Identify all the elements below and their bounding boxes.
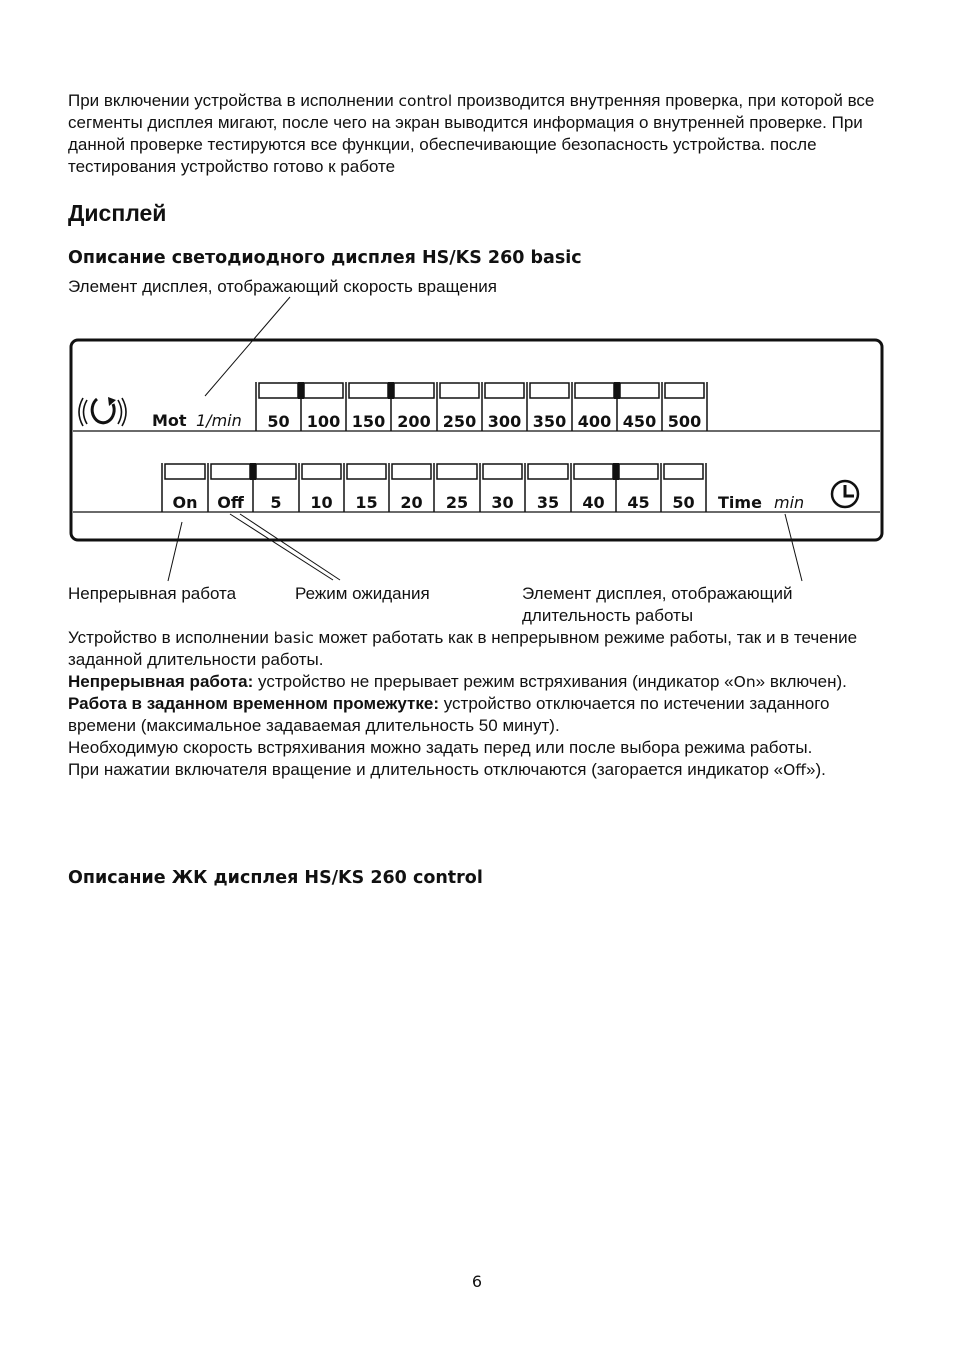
standby-pointer-line-1 <box>230 514 333 580</box>
speed-led-segment <box>575 383 614 398</box>
time-led-separator <box>250 463 256 480</box>
speed-led-separator <box>298 382 304 399</box>
speed-value-label: 50 <box>267 412 290 431</box>
continuous-text-1: устройство не прерывает режим встряхивания (индикатор « <box>253 672 734 691</box>
speed-value-label: 250 <box>442 412 477 431</box>
mot-unit: 1/min <box>196 411 242 430</box>
caption-duration-line1: Элемент дисплея, отображающий <box>522 584 793 603</box>
rotation-icon <box>79 397 126 426</box>
continuous-text-2: » включен). <box>755 672 847 691</box>
time-value-label: 30 <box>491 493 514 512</box>
intro-code: control <box>398 92 453 110</box>
speed-led-separator <box>614 382 620 399</box>
basic-text-2: может работать как в непрерывном режиме работы, так и в течение заданной длительности работы. <box>68 628 858 669</box>
heading-led-display: Описание светодиодного дисплея HS/KS 260 basic <box>68 248 582 268</box>
intro-text-2: производится внутренняя проверка, при которой все сегменты дисплея мигают, после чего на экран выводится информация о внутренней проверке. При данной проверке тестируются все функции, обеспечивающие безопасность устройства. после тестирования устройство готово к работе <box>68 91 875 176</box>
rotation-wave-right-2 <box>122 398 126 426</box>
time-value-label: Off <box>217 493 244 512</box>
time-label: Time <box>718 493 762 512</box>
standby-pointer-line-2 <box>240 514 340 580</box>
speed-value-label: 150 <box>351 412 386 431</box>
time-value-label: 45 <box>627 493 650 512</box>
caption-duration-line2: длительность работы <box>522 606 694 625</box>
caption-standby: Режим ожидания <box>295 584 430 603</box>
speed-value-label: 400 <box>577 412 612 431</box>
speed-led-segment <box>530 383 569 398</box>
caption-duration <box>522 583 793 627</box>
time-value-label: 35 <box>536 493 560 512</box>
speed-value-label: 300 <box>487 412 522 431</box>
clock-icon <box>832 481 858 507</box>
continuous-pointer-line <box>168 522 182 581</box>
speed-led-segment <box>485 383 524 398</box>
time-led-segment <box>211 464 250 479</box>
rotation-wave-right-1 <box>118 400 122 424</box>
time-led-segment <box>302 464 341 479</box>
time-row <box>162 463 706 512</box>
continuous-bold: Непрерывная работа: <box>68 672 254 691</box>
speed-row <box>256 382 707 431</box>
off-text-2: »). <box>805 760 826 779</box>
speed-led-segment <box>304 383 343 398</box>
time-led-segment <box>437 464 477 479</box>
speed-value-label: 350 <box>532 412 567 431</box>
basic-text-1: Устройство в исполнении <box>68 628 274 647</box>
caption-speed-element: Элемент дисплея, отображающий скорость вращения <box>68 277 497 296</box>
rotation-wave-left-1 <box>84 400 88 424</box>
speed-value-label: 500 <box>667 412 702 431</box>
duration-pointer-line <box>785 514 802 581</box>
time-value-label: 5 <box>270 493 282 512</box>
time-led-segment <box>347 464 386 479</box>
time-value-label: 15 <box>355 493 378 512</box>
speed-value-label: 100 <box>306 412 341 431</box>
time-value-label: 25 <box>445 493 469 512</box>
rotation-wave-left-2 <box>79 398 83 426</box>
speed-led-segment <box>394 383 434 398</box>
intro-paragraph <box>68 90 888 178</box>
timed-bold: Работа в заданном временном промежутке: <box>68 694 440 713</box>
off-paragraph <box>68 759 888 781</box>
timed-text: устройство отключается по истечении заданного времени (максимальное задаваемая длительность 50 минут). <box>68 694 830 735</box>
heading-lcd-display: Описание ЖК дисплея HS/KS 260 control <box>68 868 483 888</box>
page-number: 6 <box>471 1272 483 1291</box>
speed-led-segment <box>349 383 388 398</box>
time-led-segment <box>664 464 703 479</box>
speed-led-segment <box>665 383 704 398</box>
off-text-1: При нажатии включателя вращение и длительность отключаются (загорается индикатор « <box>68 760 784 779</box>
timed-paragraph <box>68 693 888 737</box>
mot-label: Mot <box>152 411 187 430</box>
caption-continuous: Непрерывная работа <box>68 584 237 603</box>
time-value-label: 50 <box>672 493 695 512</box>
intro-text-1: При включении устройства в исполнении <box>68 91 399 110</box>
speed-value-label: 450 <box>622 412 657 431</box>
time-value-label: 10 <box>310 493 333 512</box>
time-led-segment <box>574 464 613 479</box>
continuous-paragraph <box>68 671 888 693</box>
speed-note: Необходимую скорость встряхивания можно задать перед или после выбора режима работы. <box>68 738 813 757</box>
time-unit: min <box>774 493 805 512</box>
time-value-label: 40 <box>582 493 605 512</box>
body-text <box>68 627 888 781</box>
led-display-diagram <box>60 290 900 590</box>
speed-led-segment <box>620 383 659 398</box>
time-led-segment <box>619 464 658 479</box>
speed-led-segment <box>440 383 479 398</box>
time-led-separator <box>613 463 619 480</box>
time-led-segment <box>392 464 431 479</box>
time-led-segment <box>256 464 296 479</box>
clock-hands <box>845 485 854 496</box>
heading-display: Дисплей <box>68 200 167 226</box>
basic-paragraph <box>68 627 888 671</box>
speed-pointer-line <box>205 297 290 396</box>
speed-value-label: 200 <box>397 412 431 431</box>
time-led-segment <box>165 464 205 479</box>
time-value-label: On <box>172 493 198 512</box>
off-code: Off <box>783 761 806 779</box>
basic-code: basic <box>273 629 314 647</box>
time-led-segment <box>483 464 522 479</box>
speed-led-separator <box>388 382 394 399</box>
speed-led-segment <box>259 383 298 398</box>
continuous-code: On <box>733 673 756 691</box>
time-led-segment <box>528 464 568 479</box>
time-value-label: 20 <box>400 493 423 512</box>
